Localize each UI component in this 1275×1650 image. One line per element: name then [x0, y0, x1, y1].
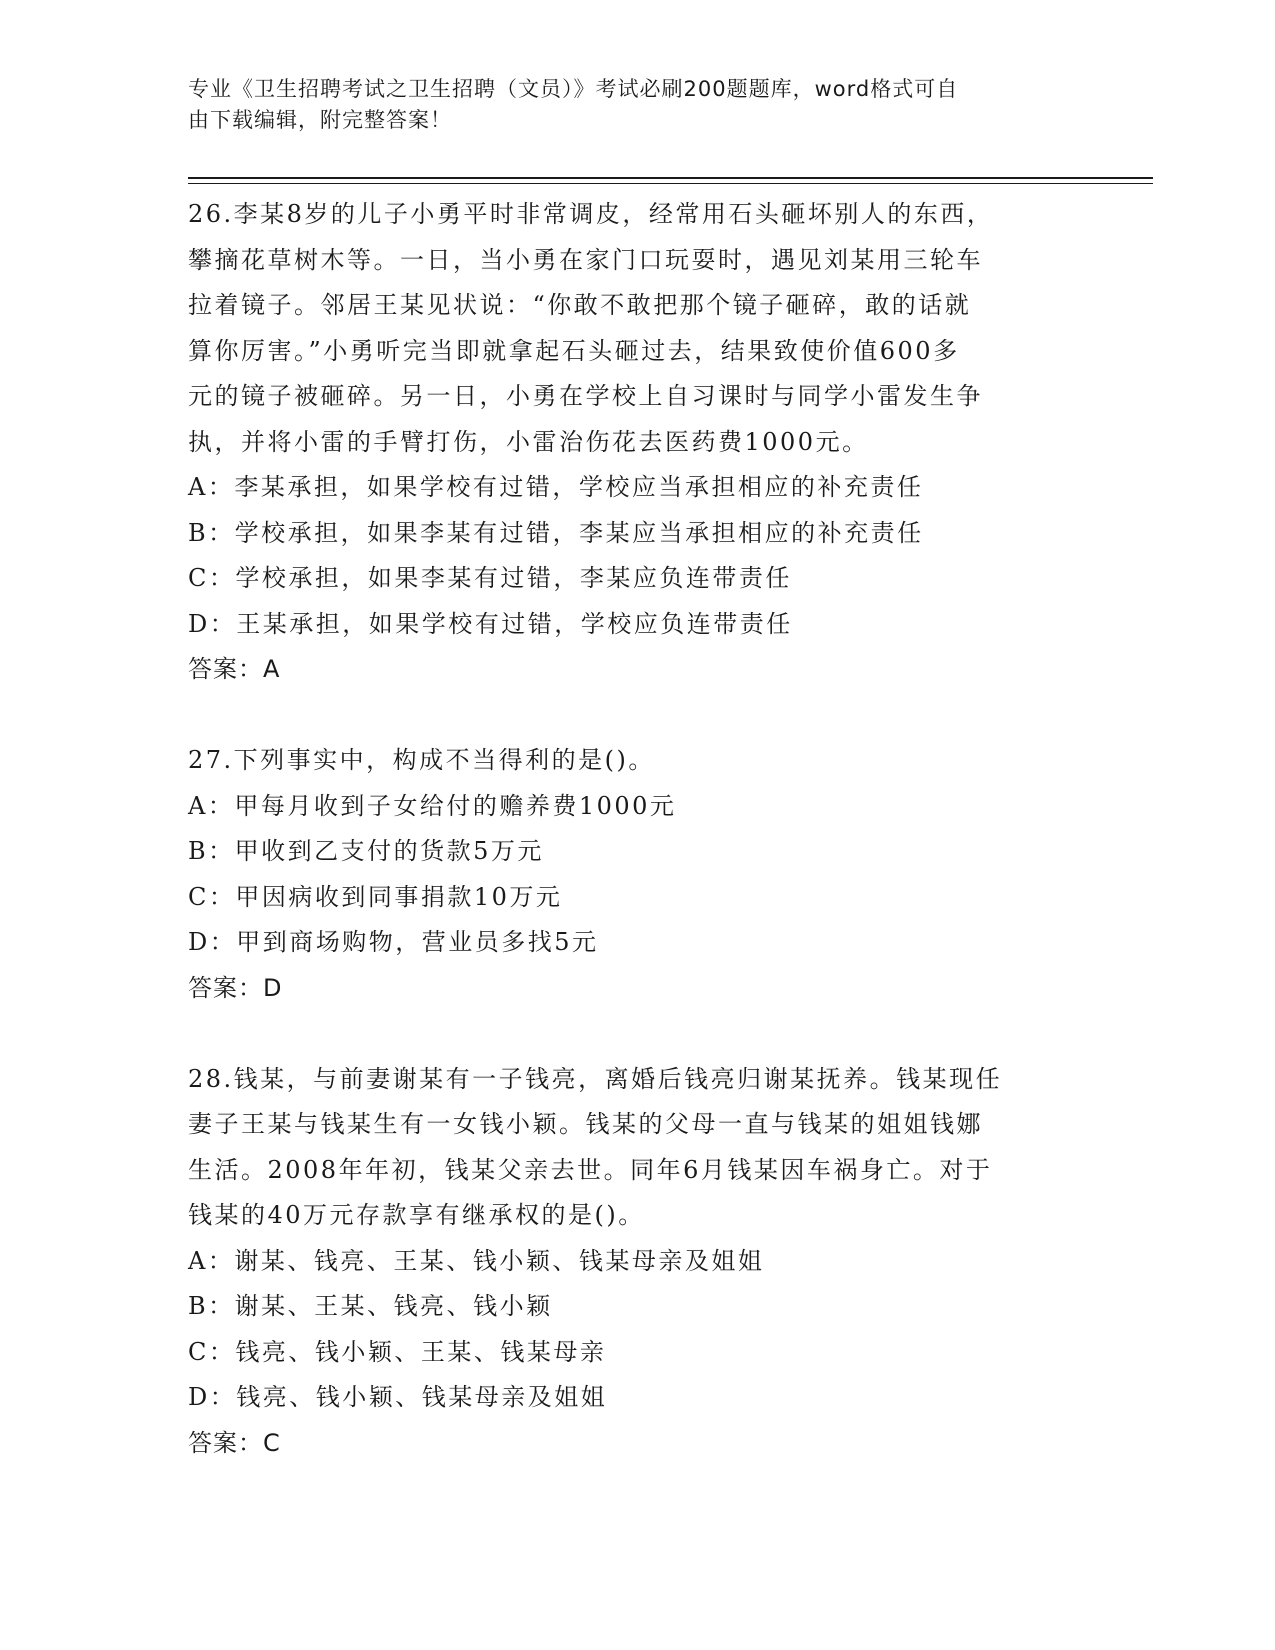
option-c: C：甲因病收到同事捐款10万元 — [188, 882, 563, 911]
option-d: D：钱亮、钱小颖、钱某母亲及姐姐 — [188, 1383, 608, 1411]
question-list — [188, 192, 1088, 1466]
question-26 — [188, 192, 1088, 693]
question-27 — [188, 738, 1088, 1011]
question-stem-line: 26.李某8岁的儿子小勇平时非常调皮，经常用石头砸坏别人的东西， — [188, 200, 994, 228]
question-stem-line: 28.钱某，与前妻谢某有一子钱亮，离婚后钱亮归谢某抚养。钱某现任 — [188, 1064, 1003, 1093]
option-b: B：学校承担，如果李某有过错，李某应当承担相应的补充责任 — [188, 518, 924, 547]
option-a: A：谢某、钱亮、王某、钱小颖、钱某母亲及姐姐 — [188, 1246, 765, 1275]
spacer — [188, 1011, 1088, 1057]
question-28 — [188, 1057, 1088, 1467]
question-stem-line: 拉着镜子。邻居王某见状说：“你敢不敢把那个镜子砸碎，敢的话就 — [188, 291, 972, 319]
question-stem-line: 攀摘花草树木等。一日，当小勇在家门口玩耍时，遇见刘某用三轮车 — [188, 245, 983, 274]
question-stem-line: 妻子王某与钱某生有一女钱小颖。钱某的父母一直与钱某的姐姐钱娜 — [188, 1110, 983, 1138]
question-stem-line: 27.下列事实中，构成不当得利的是()。 — [188, 746, 655, 774]
header-line: 专业《卫生招聘考试之卫生招聘（文员）》考试必刷200题题库，word格式可自 — [188, 77, 959, 101]
header-divider-thin — [188, 183, 1153, 184]
question-stem-line: 钱某的40万元存款享有继承权的是()。 — [188, 1201, 645, 1229]
header-line: 由下载编辑，附完整答案！ — [188, 108, 452, 132]
option-b: B：谢某、王某、钱亮、钱小颖 — [188, 1292, 553, 1320]
option-a: A：李某承担，如果学校有过错，学校应当承担相应的补充责任 — [188, 473, 924, 501]
question-stem-line: 生活。2008年年初，钱某父亲去世。同年6月钱某因车祸身亡。对于 — [188, 1155, 993, 1184]
document-header — [188, 74, 1068, 136]
question-stem-line: 元的镜子被砸碎。另一日，小勇在学校上自习课时与同学小雷发生争 — [188, 382, 983, 410]
question-stem-line: 算你厉害。”小勇听完当即就拿起石头砸过去，结果致使价值600多 — [188, 336, 960, 365]
option-b: B：甲收到乙支付的货款5万元 — [188, 837, 544, 865]
option-c: C：钱亮、钱小颖、王某、钱某母亲 — [188, 1337, 607, 1366]
answer-label: 答案：D — [188, 973, 283, 1002]
option-d: D：王某承担，如果学校有过错，学校应负连带责任 — [188, 609, 793, 638]
answer-label: 答案：C — [188, 1428, 281, 1457]
answer-label: 答案：A — [188, 655, 281, 683]
spacer — [188, 693, 1088, 739]
option-a: A：甲每月收到子女给付的赡养费1000元 — [188, 791, 677, 820]
header-divider-thick — [188, 177, 1153, 179]
option-d: D：甲到商场购物，营业员多找5元 — [188, 928, 599, 956]
question-stem-line: 执，并将小雷的手臂打伤，小雷治伤花去医药费1000元。 — [188, 427, 869, 456]
option-c: C：学校承担，如果李某有过错，李某应负连带责任 — [188, 564, 792, 592]
